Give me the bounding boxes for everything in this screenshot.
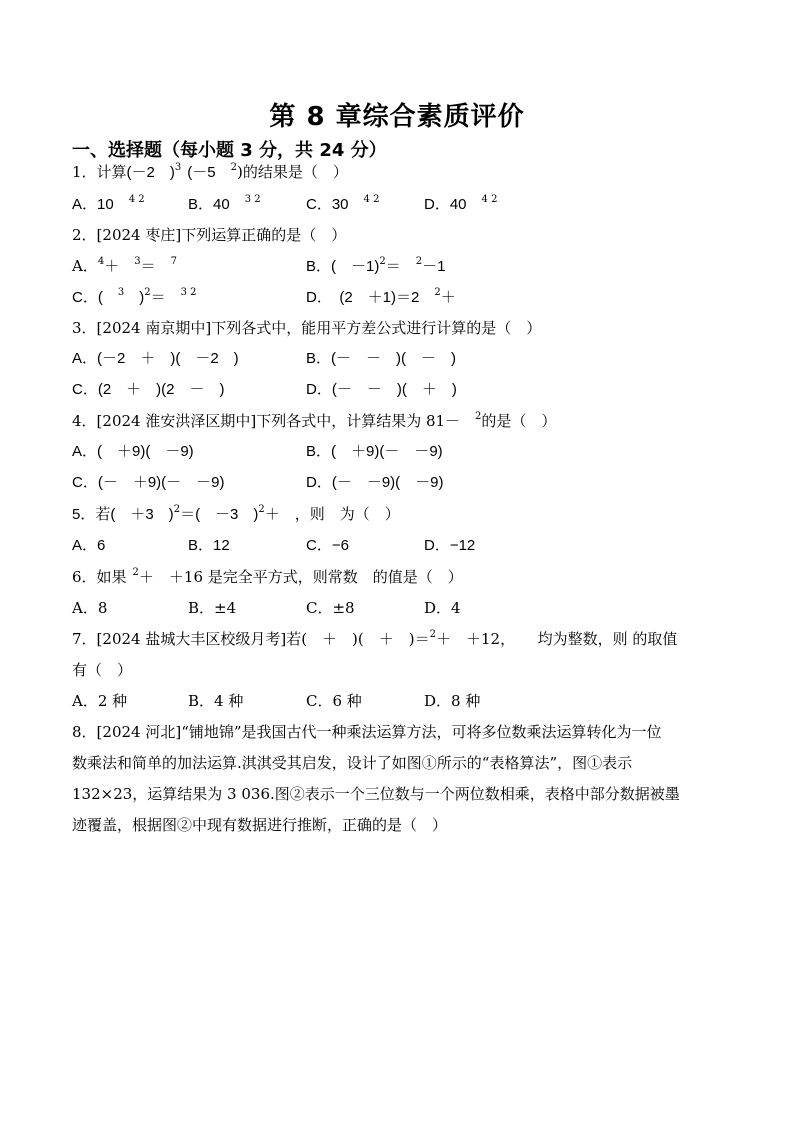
question-8-line-4: 迹覆盖，根据图②中现有数据进行推断，正确的是（ ） <box>72 816 448 834</box>
question-2-option-a: A．$^4$＋ $^3$＝ $^7$ <box>72 256 177 275</box>
question-6-option-a: A．8 <box>72 599 108 617</box>
question-5-stem: 5．若( ＋3 )$^2$＝( －3 )$^2$＋ ，则 为（ ） <box>72 504 400 523</box>
question-6-option-d: D．4 <box>424 599 461 617</box>
question-4-option-c: C．(－ ＋9)(－ －9) <box>72 474 225 491</box>
question-7-stem: 7．[2024 盐城大丰区校级月考]若( ＋ )( ＋ )＝$^2$＋ ＋12， 均为整数，则 的取值 <box>72 629 678 648</box>
question-3-option-c: C．(2 ＋ )(2 － ) <box>72 381 225 398</box>
question-2-option-b: B．( －1)$^2$＝ $^2$－1 <box>306 256 446 275</box>
question-2-option-d: D． (2 ＋1)＝2 $^2$＋ <box>306 287 456 306</box>
section-heading: 一、选择题（每小题 3 分，共 24 分） <box>72 140 387 161</box>
question-6-stem: 6．如果 $^2$＋ ＋16 是完全平方式，则常数 的值是（ ） <box>72 567 463 586</box>
question-8-line-2: 数乘法和简单的加法运算.淇淇受其启发，设计了如图①所示的“表格算法”，图①表示 <box>72 754 633 772</box>
page-title: 第 8 章综合素质评价 <box>269 102 525 132</box>
question-4-option-b: B．( ＋9)(－ －9) <box>306 443 443 460</box>
question-1-option-a: A．10 $^{4 2}$ <box>72 194 145 213</box>
question-5-option-b: B．12 <box>188 537 230 554</box>
question-1-stem: 1．计算(－2 )$^3$ (－5 $^2$)的结果是（ ） <box>72 162 348 181</box>
question-7-stem-cont: 有（ ） <box>72 661 133 679</box>
question-1-option-d: D．40 $^{4 2}$ <box>424 194 498 213</box>
question-1-option-c: C．30 $^{4 2}$ <box>306 194 380 213</box>
question-3-option-b: B．(－ － )( － ) <box>306 350 456 367</box>
question-8-line-3: 132×23，运算结果为 3 036.图②表示一个三位数与一个两位数相乘，表格中部分数据被墨 <box>72 785 680 803</box>
question-8-line-1: 8．[2024 河北]“铺地锦”是我国古代一种乘法运算方法，可将多位数乘法运算转化为一位 <box>72 723 662 741</box>
question-3-option-d: D．(－ － )( ＋ ) <box>306 381 457 398</box>
question-4-option-d: D．(－ －9)( －9) <box>306 474 444 491</box>
question-7-option-d: D．8 种 <box>424 692 481 710</box>
question-5-option-c: C．−6 <box>306 537 349 554</box>
question-4-option-a: A．( ＋9)( －9) <box>72 443 194 460</box>
question-6-option-c: C．±8 <box>306 599 355 617</box>
question-2-stem: 2．[2024 枣庄]下列运算正确的是（ ） <box>72 226 347 244</box>
question-5-option-a: A．6 <box>72 537 106 554</box>
question-7-option-b: B．4 种 <box>188 692 244 710</box>
question-2-option-c: C．( $^3$ )$^2$＝ $^{3 2}$ <box>72 287 197 306</box>
question-5-option-d: D．−12 <box>424 537 476 554</box>
question-7-option-a: A．2 种 <box>72 692 128 710</box>
question-3-stem: 3．[2024 南京期中]下列各式中，能用平方差公式进行计算的是（ ） <box>72 319 542 337</box>
question-1-option-b: B．40 $^{3 2}$ <box>188 194 261 213</box>
question-3-option-a: A．(－2 ＋ )( －2 ) <box>72 350 239 367</box>
question-7-option-c: C．6 种 <box>306 692 362 710</box>
question-4-stem: 4．[2024 淮安洪泽区期中]下列各式中，计算结果为 81－ $^2$的是（ ） <box>72 411 557 430</box>
question-6-option-b: B．±4 <box>188 599 237 617</box>
